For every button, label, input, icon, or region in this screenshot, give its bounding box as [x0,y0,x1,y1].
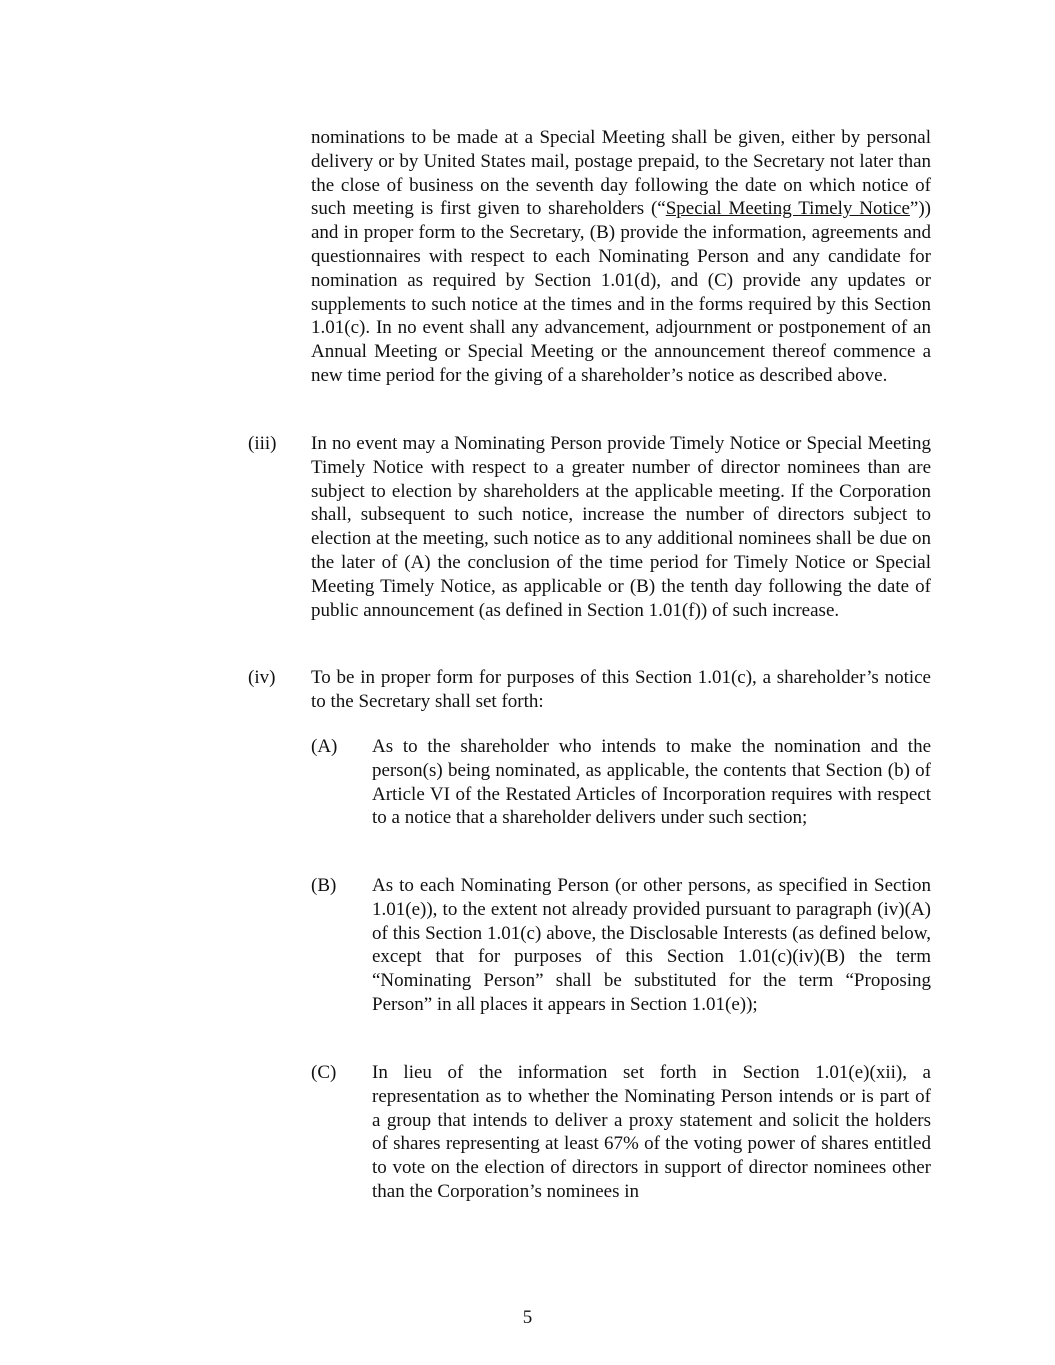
subclause-a-text: As to the shareholder who intends to make the nomination and the person(s) being nominated, as applicable, the contents that Section (b) of Article VI of the Restated Articles of Incorporation requires with respect to a notice that a shareholder delivers under such section; [372,736,931,829]
clause-iv-text: To be in proper form for purposes of this Section 1.01(c), a shareholder’s notice to the Secretary shall set forth: [311,667,931,712]
subclause-a-label: (A) [311,736,338,757]
clause-iii-label: (iii) [248,433,277,454]
page-number: 5 [522,1307,533,1328]
subclause-b-label: (B) [311,875,337,896]
defined-term-special-meeting-timely-notice: Special Meeting Timely Notice [665,198,910,220]
continuation-text-before: nominations to be made at a Special Meeting shall be given, either by personal delivery or by United States mail, postage prepaid, to the Secretary not later than the close of business on the seventh day following the date on which notice of such meeting is first given to shareholders (“ [311,127,931,220]
subclause-b-text: As to each Nominating Person (or other persons, as specified in Section 1.01(e)), to the extent not already provided pursuant to paragraph (iv)(A) of this Section 1.01(c) above, the Disclosable Interests (as defined below, except that for purposes of this Section 1.01(c)(iv)(B) the term “Nominating Person” shall be substituted for the term “Proposing Person” in all places it appears in Section 1.01(e)); [372,875,931,1015]
clause-iii-text: In no event may a Nominating Person provide Timely Notice or Special Meeting Timely Notice with respect to a greater number of director nominees than are subject to election by shareholders at the applicable meeting. If the Corporation shall, subsequent to such notice, increase the number of directors subject to election at the meeting, such notice as to any additional nominees shall be due on the later of (A) the conclusion of the time period for Timely Notice or Special Meeting Timely Notice, as applicable or (B) the tenth day following the date of public announcement (as defined in Section 1.01(f)) of such increase. [311,433,931,621]
continuation-text-after: ”)) and in proper form to the Secretary, (B) provide the information, agreements and questionnaires with respect to each Nominating Person and any candidate for nomination as required by Section 1.01(d), and (C) provide any updates or supplements to such notice at the times and in the forms required by this Section 1.01(c). In no event shall any advancement, adjournment or postponement of an Annual Meeting or Special Meeting or the announcement thereof commence a new time period for the giving of a shareholder’s notice as described above. [311,198,931,386]
clause-iv-label: (iv) [248,667,276,688]
subclause-c-label: (C) [311,1062,337,1083]
continuation-paragraph [311,126,931,388]
subclause-c-text: In lieu of the information set forth in Section 1.01(e)(xii), a representation as to whether the Nominating Person intends or is part of a group that intends to deliver a proxy statement and solicit the holders of shares representing at least 67% of the voting power of shares entitled to vote on the election of directors in support of director nominees other than the Corporation’s nominees in [372,1062,931,1202]
